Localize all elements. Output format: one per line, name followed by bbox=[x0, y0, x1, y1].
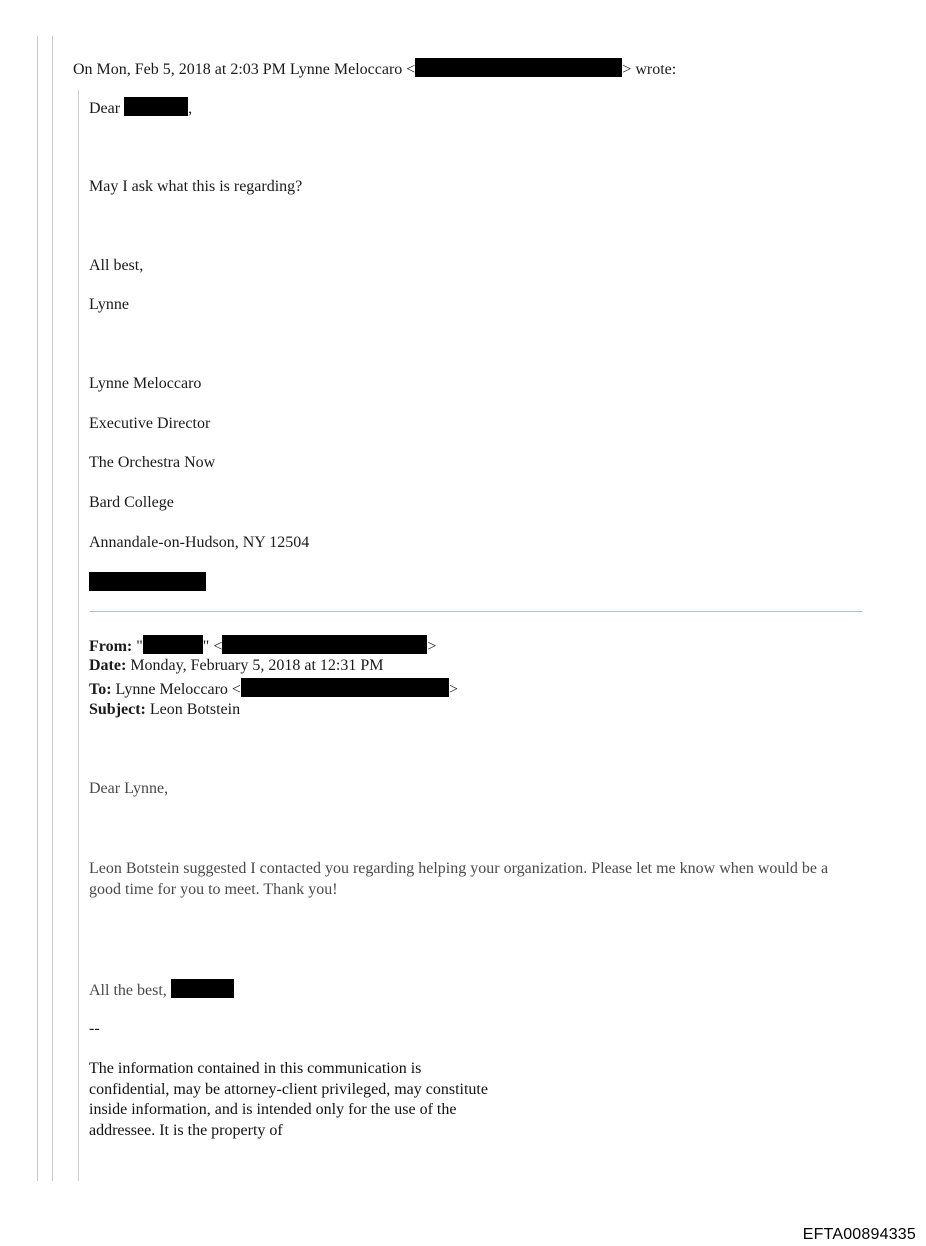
redacted-sender-email bbox=[222, 635, 427, 654]
signature-title: Executive Director bbox=[89, 415, 211, 432]
signature-institution: Bard College bbox=[89, 494, 174, 511]
reply-attribution: On Mon, Feb 5, 2018 at 2:03 PM Lynne Meloccaro < > wrote: bbox=[73, 58, 676, 80]
original-body: Leon Botstein suggested I contacted you regarding helping your organization. Please let me know when would be a good time for you to meet. Thank you! bbox=[89, 860, 829, 898]
quote-bar-inner bbox=[78, 90, 79, 1181]
confidentiality-disclaimer: The information contained in this communication is confidential, may be attorney-client privileged, may constitute inside information, and is intended only for the use of the addressee. It is the property of bbox=[89, 1060, 488, 1139]
original-greeting: Dear Lynne, bbox=[89, 780, 169, 797]
message-divider bbox=[89, 611, 863, 612]
reply-signoff-name: Lynne bbox=[89, 296, 129, 313]
reply-question: May I ask what this is regarding? bbox=[89, 178, 303, 195]
redacted-sender-name bbox=[143, 635, 203, 654]
quote-bar-middle bbox=[52, 36, 53, 1181]
redacted-name bbox=[124, 97, 188, 116]
header-to: To: Lynne Meloccaro < > bbox=[89, 678, 458, 700]
header-from: From: " " < > bbox=[89, 635, 436, 657]
header-date: Date: Monday, February 5, 2018 at 12:31 PM bbox=[89, 657, 384, 674]
document-id: EFTA00894335 bbox=[802, 1226, 916, 1243]
redacted-sender-signature bbox=[171, 979, 234, 998]
quote-bar-outer bbox=[37, 36, 38, 1181]
signature-organization: The Orchestra Now bbox=[89, 454, 216, 471]
header-subject: Subject: Leon Botstein bbox=[89, 701, 241, 718]
redacted-email bbox=[415, 58, 622, 77]
redacted-recipient-email bbox=[241, 678, 449, 697]
signature-address: Annandale-on-Hudson, NY 12504 bbox=[89, 534, 310, 551]
signature-separator: -- bbox=[89, 1020, 100, 1037]
signature-name: Lynne Meloccaro bbox=[89, 375, 202, 392]
redacted-phone bbox=[89, 572, 206, 591]
original-signoff: All the best, bbox=[89, 979, 234, 1001]
reply-signoff: All best, bbox=[89, 257, 144, 274]
reply-greeting: Dear , bbox=[89, 97, 192, 119]
